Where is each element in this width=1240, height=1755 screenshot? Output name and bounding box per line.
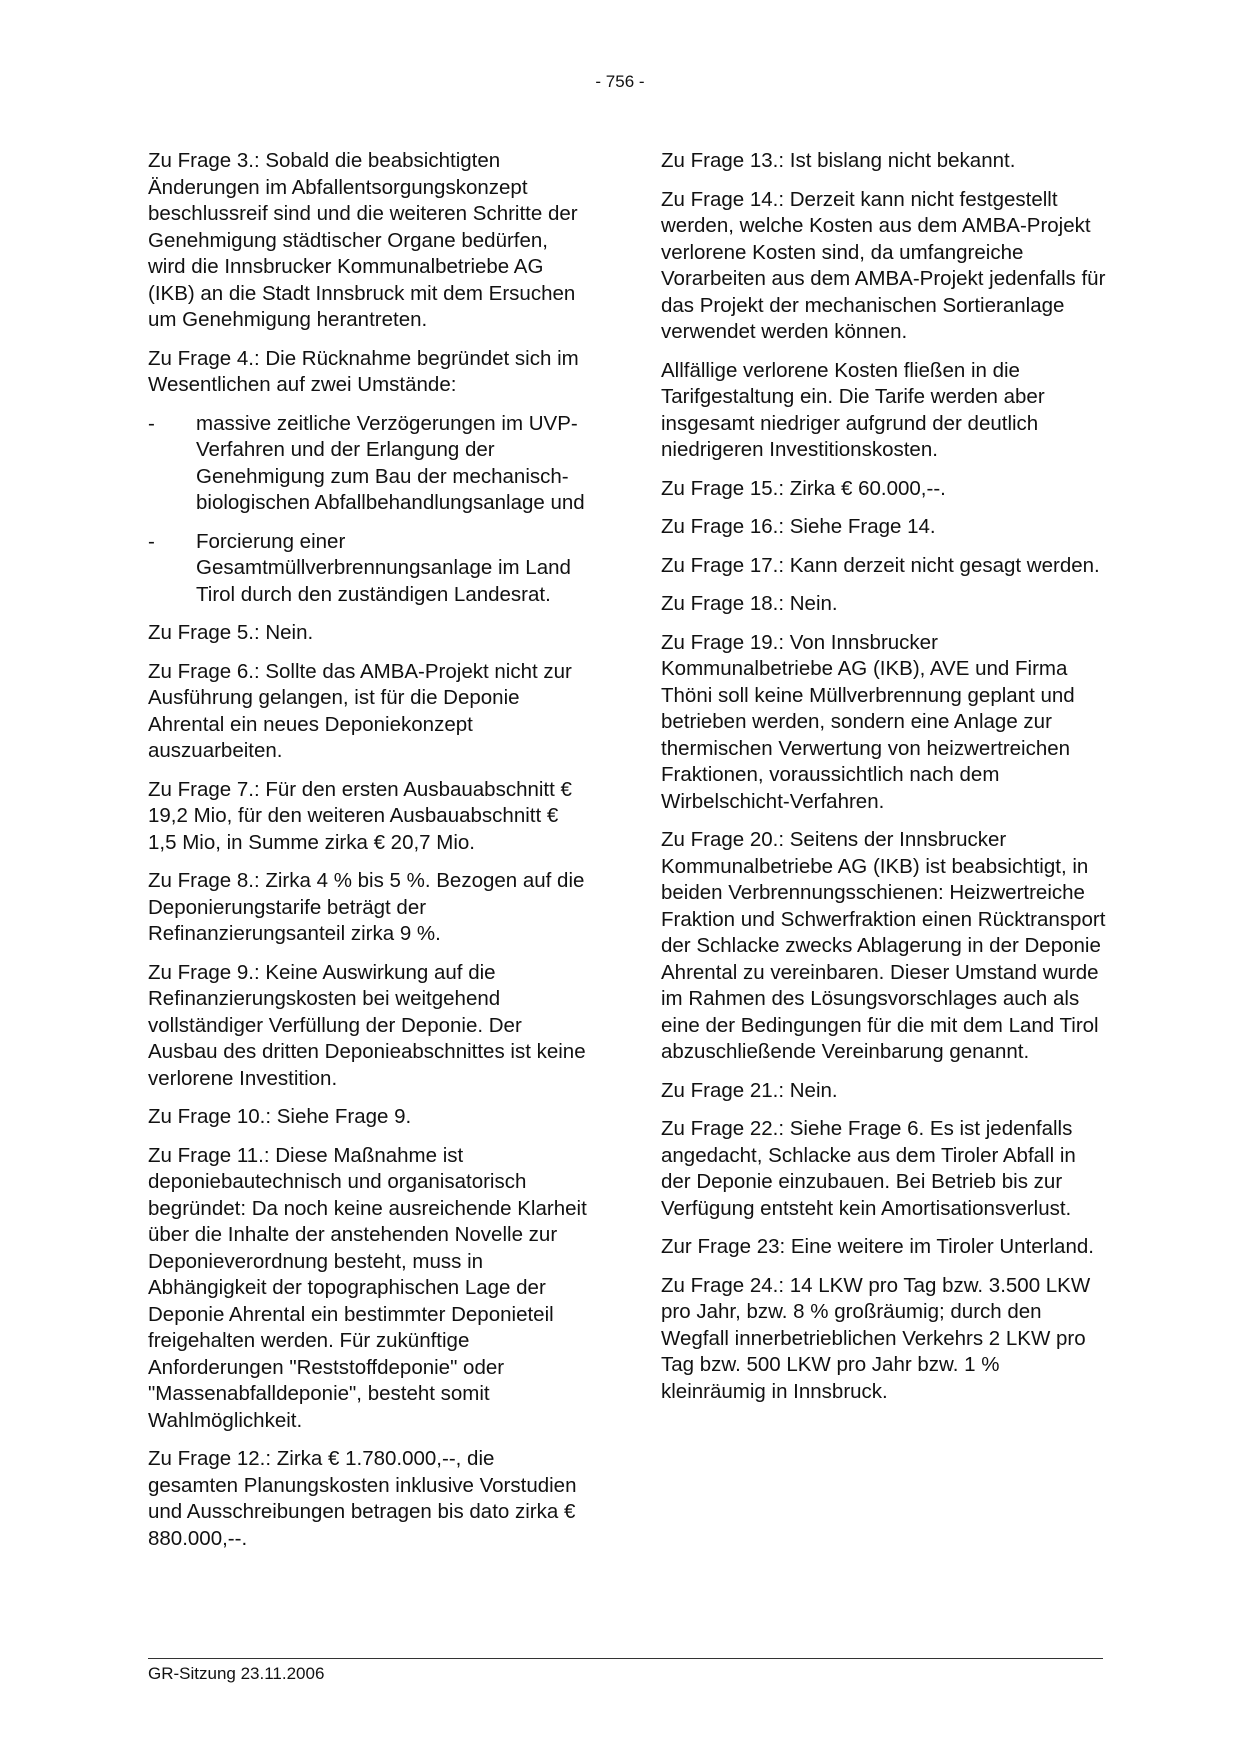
right-column [661, 148, 1106, 1417]
list-item [148, 411, 588, 517]
answer-frage-13: Zu Frage 13.: Ist bislang nicht bekannt. [661, 149, 1016, 172]
answer-frage-24: Zu Frage 24.: 14 LKW pro Tag bzw. 3.500 LKW pro Jahr, bzw. 8 % großräumig; durch den Wegfall innerbetrieblichen Verkehrs 2 LKW pro Tag bzw. 500 LKW pro Jahr bzw. 1 % kleinräumig in Innsbruck. [661, 1273, 1091, 1403]
answer-frage-20: Zu Frage 20.: Seitens der Innsbrucker Kommunalbetriebe AG (IKB) ist beabsichtigt, in beiden Verbrennungsschienen: Heizwertreiche Fraktion und Schwerfraktion einen Rücktransport der Schlacke zwecks Ablagerung in der Deponie Ahrental zu vereinbaren. Dieser Umstand wurde im Rahmen des Lösungsvorschlages auch als eine der Bedingungen für die mit dem Land Tirol abzuschließende Vereinbarung genannt. [661, 828, 1106, 1063]
list-item [148, 529, 588, 609]
answer-frage-7: Zu Frage 7.: Für den ersten Ausbauabschnitt € 19,2 Mio, für den weiteren Ausbauabschnitt € 1,5 Mio, in Summe zirka € 20,7 Mio. [148, 777, 572, 854]
bullet-text: Forcierung einer Gesamtmüllverbrennungsanlage im Land Tirol durch den zuständigen Landesrat. [196, 529, 571, 606]
answer-frage-21: Zu Frage 21.: Nein. [661, 1078, 838, 1102]
answer-frage-3: Zu Frage 3.: Sobald die beabsichtigten Änderungen im Abfallentsorgungskonzept beschlussreif sind und die weiteren Schritte der Genehmigung städtischer Organe bedürfen, wird die Innsbrucker Kommunalbetriebe AG (IKB) an die Stadt Innsbruck mit dem Ersuchen um Genehmigung herantreten. [148, 149, 578, 331]
answer-frage-16: Zu Frage 16.: Siehe Frage 14. [661, 515, 936, 538]
answer-frage-11: Zu Frage 11.: Diese Maßnahme ist deponiebautechnisch und organisatorisch begründet: Da noch keine ausreichende Klarheit über die Inhalte der anstehenden Novelle zur Deponieverordnung besteht, muss in Abhängigkeit der topographischen Lage der Deponie Ahrental ein bestimmter Deponieteil freigehalten werden. Für zukünftige Anforderungen "Reststoffdeponie" oder "Massenabfalldeponie", besteht somit Wahlmöglichkeit. [148, 1143, 587, 1432]
answer-frage-4: Zu Frage 4.: Die Rücknahme begründet sich im Wesentlichen auf zwei Umstände: [148, 346, 579, 396]
answer-frage-10: Zu Frage 10.: Siehe Frage 9. [148, 1105, 412, 1128]
footer-divider [148, 1658, 1103, 1659]
answer-frage-19: Zu Frage 19.: Von Innsbrucker Kommunalbetriebe AG (IKB), AVE und Firma Thöni soll keine Müllverbrennung geplant und betrieben werden, sondern eine Anlage zur thermischen Verwertung von heizwertreichen Fraktionen, voraussichtlich nach dem Wirbelschicht-Verfahren. [661, 630, 1075, 813]
answer-frage-5: Zu Frage 5.: Nein. [148, 621, 314, 644]
answer-frage-23: Zur Frage 23: Eine weitere im Tiroler Unterland. [661, 1235, 1094, 1258]
page-number: - 756 - [595, 72, 645, 91]
footer-session-date: GR-Sitzung 23.11.2006 [148, 1664, 325, 1683]
answer-frage-12: Zu Frage 12.: Zirka € 1.780.000,--, die gesamten Planungskosten inklusive Vorstudien und Ausschreibungen betragen bis dato zirka € 880.000,--. [148, 1447, 577, 1550]
answer-frage-22: Zu Frage 22.: Siehe Frage 6. Es ist jedenfalls angedacht, Schlacke aus dem Tiroler Abfall in der Deponie einzubauen. Bei Betrieb bis zur Verfügung entsteht kein Amortisationsverlust. [661, 1117, 1076, 1220]
bullet-text: massive zeitliche Verzögerungen im UVP-Verfahren und der Erlangung der Genehmigung zum Bau der mechanisch-biologischen Abfallbehandlungsanlage und [196, 411, 585, 514]
bullet-dash: - [148, 411, 155, 435]
answer-frage-14: Zu Frage 14.: Derzeit kann nicht festgestellt werden, welche Kosten aus dem AMBA-Projekt verlorene Kosten sind, da umfangreiche Vorarbeiten aus dem AMBA-Projekt jedenfalls für das Projekt der mechanischen Sortieranlage verwendet werden können. [661, 187, 1106, 343]
left-column [148, 148, 588, 1564]
answer-frage-14-continued: Allfällige verlorene Kosten fließen in die Tarifgestaltung ein. Die Tarife werden aber insgesamt niedriger aufgrund der deutlich niedrigeren Investitionskosten. [661, 358, 1045, 461]
answer-frage-6: Zu Frage 6.: Sollte das AMBA-Projekt nicht zur Ausführung gelangen, ist für die Deponie Ahrental ein neues Deponiekonzept auszuarbeiten. [148, 659, 572, 762]
answer-frage-9: Zu Frage 9.: Keine Auswirkung auf die Refinanzierungskosten bei weitgehend vollständiger Verfüllung der Deponie. Der Ausbau des dritten Deponieabschnittes ist keine verlorene Investition. [148, 960, 586, 1090]
answer-frage-17: Zu Frage 17.: Kann derzeit nicht gesagt werden. [661, 553, 1100, 577]
bullet-dash: - [148, 529, 155, 553]
answer-frage-15: Zu Frage 15.: Zirka € 60.000,--. [661, 476, 946, 500]
answer-frage-18: Zu Frage 18.: Nein. [661, 592, 838, 615]
answer-frage-8: Zu Frage 8.: Zirka 4 % bis 5 %. Bezogen auf die Deponierungstarife beträgt der Refinanzierungsanteil zirka 9 %. [148, 869, 585, 945]
